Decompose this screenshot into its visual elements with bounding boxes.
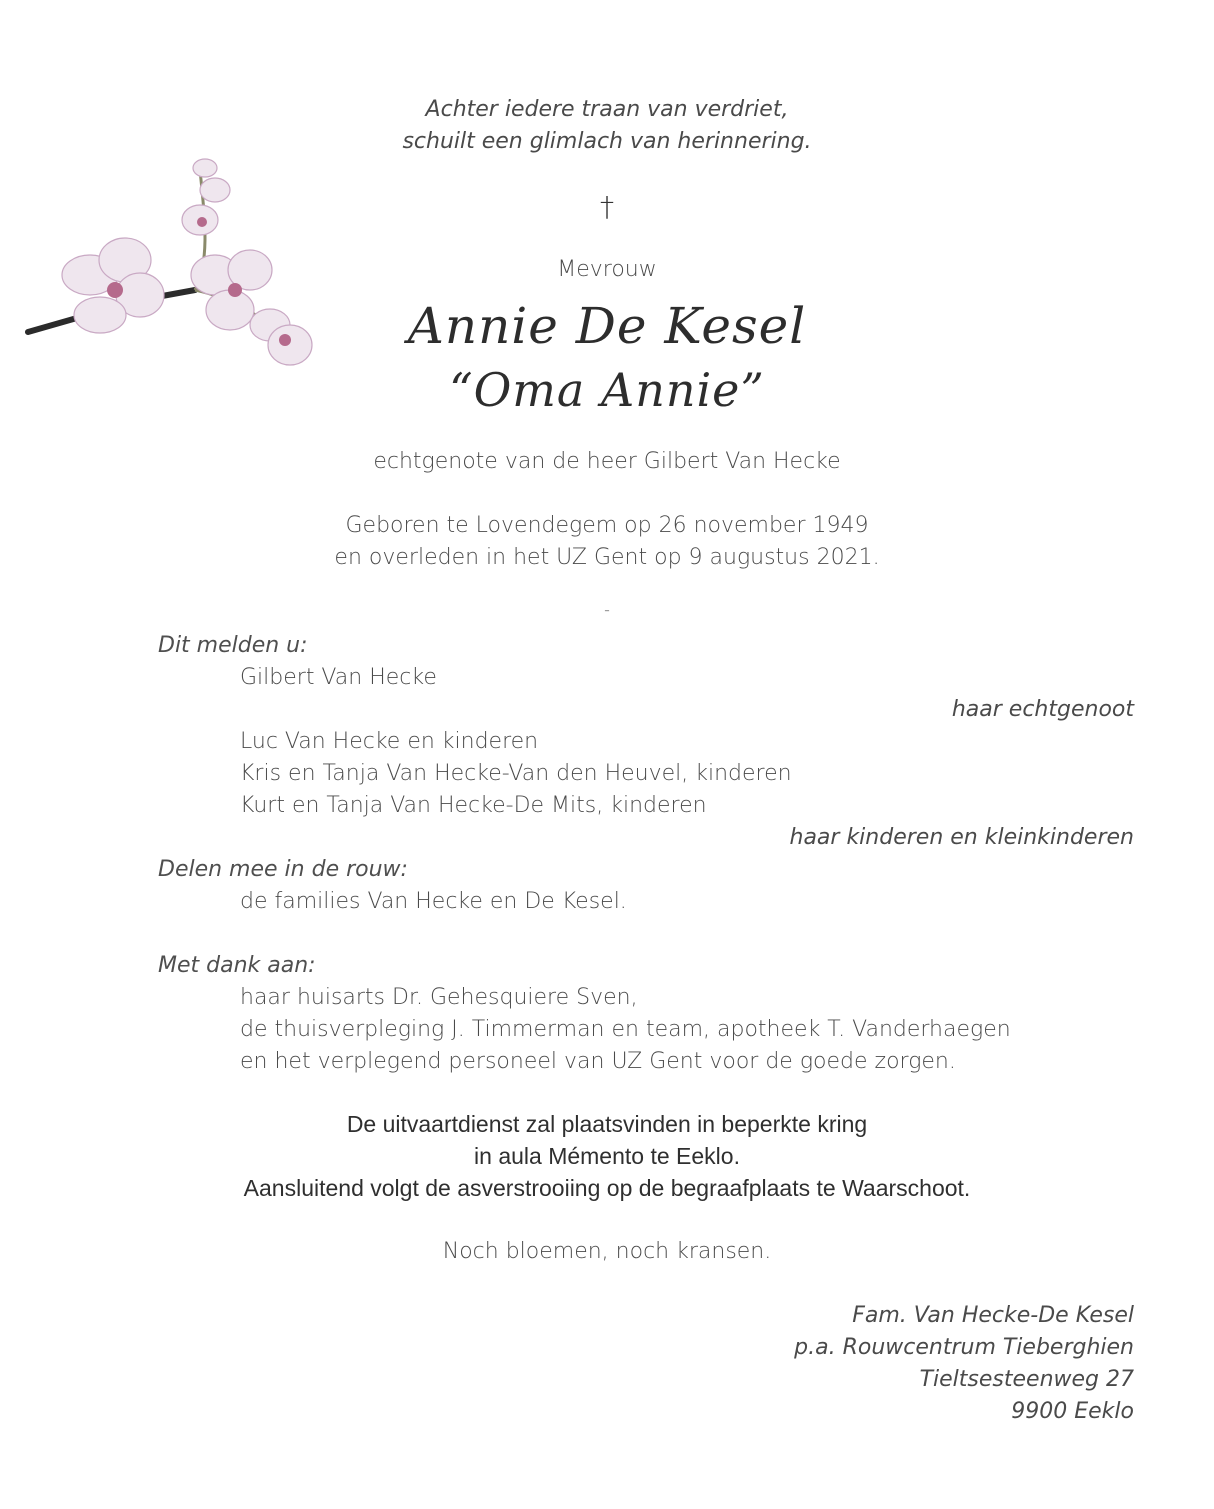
deceased-nickname: “Oma Annie” <box>449 363 765 417</box>
motto-line-1: Achter iedere traan van verdriet, <box>425 97 789 122</box>
child-line: Kurt en Tanja Van Hecke-De Mits, kinderen <box>240 793 707 818</box>
children-role: haar kinderen en kleinkinderen <box>789 825 1134 850</box>
announcer-spouse: Gilbert Van Hecke <box>240 665 437 690</box>
thanks-label: Met dank aan: <box>158 953 316 978</box>
ceremony-line-3: Aansluitend volgt de asverstrooiing op de begraafplaats te Waarschoot. <box>243 1175 971 1201</box>
flowers-note: Noch bloemen, noch kransen. <box>442 1239 772 1264</box>
address-line-4: 9900 Eeklo <box>1011 1399 1134 1424</box>
address-line-3: Tieltsesteenweg 27 <box>919 1367 1134 1392</box>
announcers-label: Dit melden u: <box>158 633 308 658</box>
child-line: Kris en Tanja Van Hecke-Van den Heuvel, kinderen <box>240 761 792 786</box>
mourning-label: Delen mee in de rouw: <box>158 857 408 882</box>
mourning-text: de families Van Hecke en De Kesel. <box>240 889 627 914</box>
spouse-line: echtgenote van de heer Gilbert Van Hecke <box>373 449 841 474</box>
born-line: Geboren te Lovendegem op 26 november 1949 <box>345 513 869 538</box>
address-line-1: Fam. Van Hecke-De Kesel <box>852 1303 1134 1328</box>
separator: - <box>604 600 610 619</box>
address-line-2: p.a. Rouwcentrum Tieberghien <box>794 1335 1134 1360</box>
spouse-role: haar echtgenoot <box>951 697 1134 722</box>
thanks-line: en het verplegend personeel van UZ Gent voor de goede zorgen. <box>240 1049 956 1074</box>
motto-line-2: schuilt een glimlach van herinnering. <box>402 129 812 154</box>
ceremony-line-1: De uitvaartdienst zal plaatsvinden in beperkte kring <box>346 1111 868 1137</box>
deceased-name: Annie De Kesel <box>407 297 807 355</box>
died-line: en overleden in het UZ Gent op 9 augustus 2021. <box>334 545 880 570</box>
ceremony-line-2: in aula Mémento te Eeklo. <box>474 1143 740 1169</box>
child-line: Luc Van Hecke en kinderen <box>240 729 539 754</box>
deceased-title: Mevrouw <box>557 257 657 282</box>
thanks-line: de thuisverpleging J. Timmerman en team, apotheek T. Vanderhaegen <box>240 1017 1011 1042</box>
thanks-line: haar huisarts Dr. Gehesquiere Sven, <box>240 985 638 1010</box>
cross-icon: † <box>600 190 614 223</box>
